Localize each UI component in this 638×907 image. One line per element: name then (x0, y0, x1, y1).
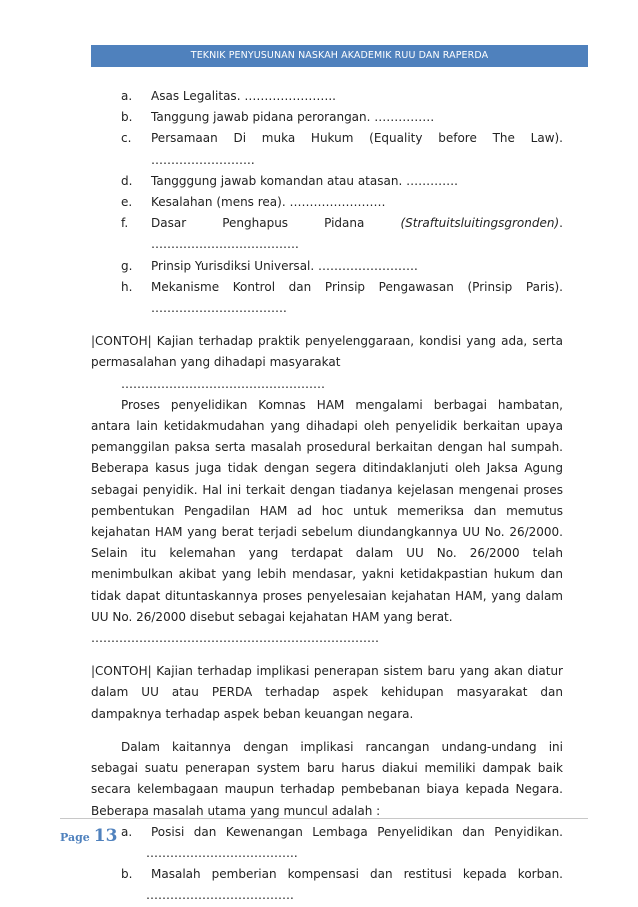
list-item-label: a. (121, 89, 133, 103)
list-item-text: Asas Legalitas. ………………….. (151, 89, 336, 103)
list-item (91, 107, 563, 128)
list-item (91, 171, 563, 192)
list-item-text: Tangggung jawab komandan atau atasan. …………. (151, 173, 458, 188)
list-item-text (151, 213, 563, 234)
list-item-label: f. (121, 216, 129, 231)
list-item-label: c. (121, 131, 132, 146)
example-section-practice (91, 331, 563, 649)
example-dots: …………………………………………… (121, 376, 325, 391)
list-item-label: a. (121, 824, 133, 839)
list-item (91, 256, 563, 277)
example-section-implication (91, 661, 563, 906)
example-body: Proses penyelidikan Komnas HAM mengalami berbagai hambatan, antara lain ketidakmudahan yang dihadapi oleh penyelidik berkaitan upaya pemanggilan paksa serta masalah prosedural berkaitan dengan hal sumpah. Beberapa kasus juga tidak dengan segera ditindaklanjuti oleh Jaksa Agung sebagai penyidik. Hal ini terkait dengan tiadanya kejelasan mengenai proses pembentukan Pengadilan HAM ad hoc untuk memeriksa dan memutus kejahatan HAM yang berat terjadi sebelum diundangkannya UU No. 26/2000. Selain itu kelemahan yang terdapat dalam UU No. 26/2000 telah menimbulkan akibat yang lebih mendasar, yakni ketidakpastian hukum dan tidak dapat dituntaskannya proses penyelesaian kejahatan HAM, yang dalam UU No. 26/2000 disebut sebagai kejahatan HAM yang berat. (91, 397, 563, 624)
list-item-label: e. (121, 195, 133, 210)
list-item-label: b. (121, 110, 133, 125)
list-item (91, 128, 563, 149)
header-title: TEKNIK PENYUSUNAN NASKAH AKADEMIK RUU DAN RAPERDA (190, 50, 489, 61)
list-item-text: Mekanisme Kontrol dan Prinsip Pengawasan (Prinsip Paris). (151, 279, 563, 294)
example-dots-end: ……………………………………………………………… (91, 631, 379, 646)
page-footer (60, 826, 117, 846)
page-number: 13 (93, 826, 118, 846)
example-body: Dalam kaitannya dengan implikasi rancangan undang-undang ini sebagai suatu penerapan system baru harus diakui memiliki dampak baik secara kelembagaan maupun terhadap pembebanan biaya kepada Negara. Beberapa masalah utama yang muncul adalah : (91, 739, 563, 818)
page-content (91, 86, 563, 907)
list-item-text: Tanggung jawab pidana perorangan. …………… (151, 110, 435, 125)
list-item (91, 192, 563, 213)
legal-principles-list (91, 86, 563, 319)
page-header (91, 45, 588, 67)
list-item-dots: ……………………………….. (146, 845, 298, 860)
list-item-italic-term: (Straftuitsluitingsgronden) (400, 216, 560, 231)
list-item-label: d. (121, 173, 133, 188)
list-item (91, 277, 563, 298)
footer-divider (60, 818, 588, 819)
list-item-label: b. (121, 867, 133, 882)
list-item-period: . (559, 216, 563, 231)
list-item (91, 86, 563, 107)
list-item (91, 864, 563, 885)
list-item-label: h. (121, 279, 133, 294)
list-item-label: g. (121, 258, 133, 273)
list-item-dots: ………………………………. (151, 237, 299, 252)
example-heading: |CONTOH| Kajian terhadap implikasi penerapan sistem baru yang akan diatur dalam UU atau PERDA terhadap aspek kehidupan masyarakat dan dampaknya terhadap aspek beban keuangan negara. (91, 664, 563, 721)
list-item-text: Prinsip Yurisdiksi Universal. ……………………. (151, 258, 418, 273)
list-item-dots: …………………….. (151, 152, 255, 167)
list-item-text: Masalah pemberian kompensasi dan restitusi kepada korban. (151, 867, 563, 882)
list-item-dots: ……………………………. (151, 301, 287, 316)
list-item-text: Posisi dan Kewenangan Lembaga Penyelidikan dan Penyidikan. (151, 824, 563, 839)
page-label: Page (60, 831, 90, 844)
example-heading: |CONTOH| Kajian terhadap praktik penyelenggaraan, kondisi yang ada, serta permasalahan yang dihadapi masyarakat (91, 334, 563, 370)
list-item-text: Kesalahan (mens rea). …………………… (151, 195, 386, 210)
list-item-main-text: Dasar Penghapus Pidana (151, 216, 365, 231)
list-item (91, 213, 563, 234)
list-item-text: Persamaan Di muka Hukum (Equality before The Law). (151, 131, 563, 146)
list-item (91, 822, 563, 843)
list-item-dots: ………………………………. (146, 888, 294, 903)
